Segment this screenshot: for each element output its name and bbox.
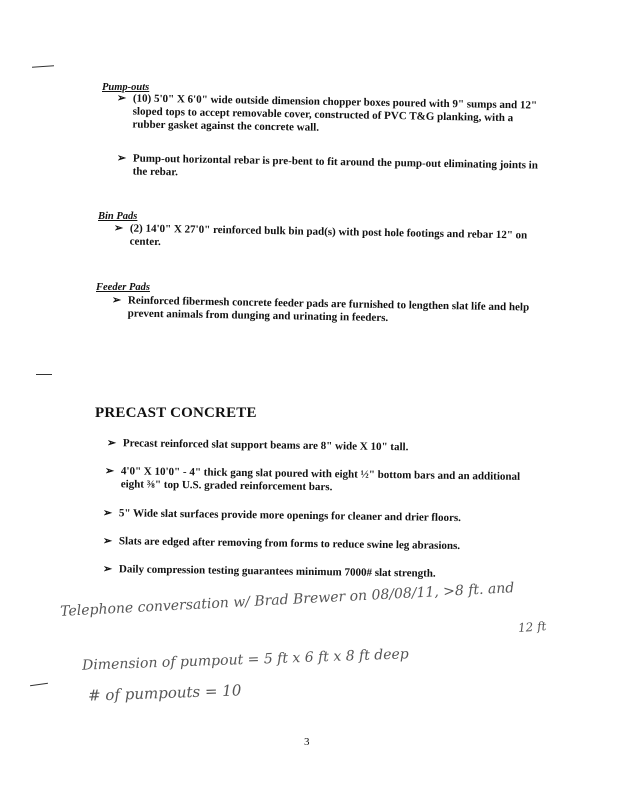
bullet-text: (10) 5'0" X 6'0" wide outside dimension chopper boxes poured with 9" sumps and 12" sloped tops to accept removable cover, constructed of PVC T&G planking, with a rubber gasket against the concrete wall.	[132, 92, 538, 134]
scan-mark	[30, 683, 48, 686]
arrow-bullet-icon: ➢	[111, 294, 122, 307]
arrow-bullet-icon: ➢	[106, 437, 117, 450]
arrow-bullet-icon: ➢	[102, 563, 113, 576]
arrow-bullet-icon: ➢	[116, 92, 127, 105]
bullet-slat-beams	[106, 437, 527, 454]
bullet-text: Slats are edged after removing from forms to reduce swine leg abrasions.	[118, 535, 461, 553]
bullet-slats-edged	[102, 535, 523, 553]
bullet-text: Reinforced fibermesh concrete feeder pads are furnished to lengthen slat life and help prevent animals from dunging and urinating in feeders.	[127, 294, 530, 325]
section-title-bin-pads: Bin Pads	[98, 211, 138, 222]
section-heading-precast-concrete: PRECAST CONCRETE	[95, 405, 257, 421]
bullet-compression-testing	[102, 563, 523, 580]
page-number: 3	[304, 736, 310, 748]
bullet-text: Precast reinforced slat support beams are 8" wide X 10" tall.	[122, 437, 409, 454]
section-title-feeder-pads: Feeder Pads	[96, 282, 150, 293]
bullet-text: 4'0" X 10'0" - 4" thick gang slat poured with eight ½" bottom bars and an additional eight ⅜" top U.S. graded reinforcement bars.	[120, 465, 521, 494]
bullet-gang-slat	[104, 465, 525, 494]
bullet-text: 5" Wide slat surfaces provide more openings for cleaner and drier floors.	[118, 507, 462, 525]
bullet-text: (2) 14'0" X 27'0" reinforced bulk bin pad(s) with post hole footings and rebar 12" on center.	[129, 222, 528, 249]
bullet-text: Pump-out horizontal rebar is pre-bent to fit around the pump-out eliminating joints in the rebar.	[132, 152, 538, 179]
arrow-bullet-icon: ➢	[102, 535, 113, 548]
arrow-bullet-icon: ➢	[102, 507, 113, 520]
scan-mark	[32, 65, 54, 68]
bullet-pump-out-boxes	[116, 92, 547, 134]
bullet-feeder-pads	[111, 294, 542, 325]
scan-mark	[36, 374, 52, 375]
arrow-bullet-icon: ➢	[104, 465, 115, 478]
handwritten-note-line-3: # of pumpouts = 10	[87, 681, 242, 705]
arrow-bullet-icon: ➢	[113, 222, 124, 235]
handwritten-note-line-2: Dimension of pumpout = 5 ft x 6 ft x 8 ft deep	[81, 646, 410, 674]
bullet-pump-out-rebar	[116, 152, 547, 179]
handwritten-note-line-1: Telephone conversation w/ Brad Brewer on 08/08/11, >8 ft. and	[59, 580, 515, 620]
bullet-text: Daily compression testing guarantees minimum 7000# slat strength.	[118, 563, 436, 580]
section-title-pump-outs: Pump-outs	[102, 82, 150, 93]
bullet-bin-pads	[113, 222, 544, 249]
arrow-bullet-icon: ➢	[116, 152, 127, 165]
handwritten-note-annotation: 12 ft	[517, 619, 547, 635]
bullet-slat-surfaces	[102, 507, 523, 525]
